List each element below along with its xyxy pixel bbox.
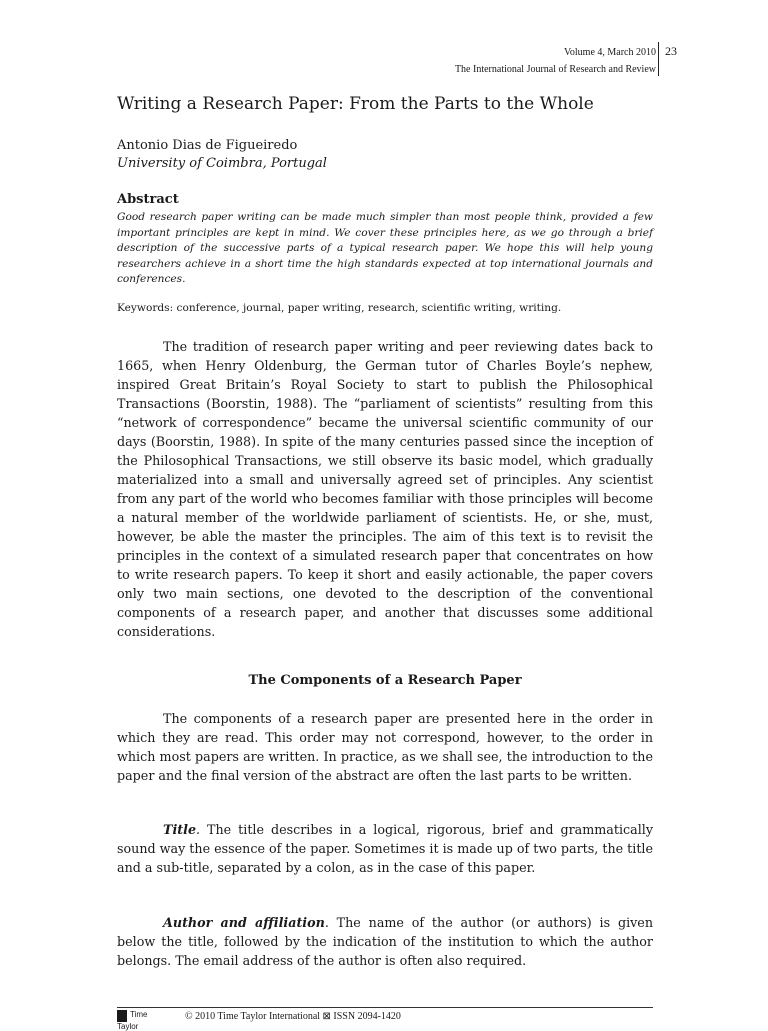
publisher-logo: [117, 1010, 167, 1031]
header-divider: [658, 42, 659, 76]
logo-text: Time Taylor: [117, 1010, 148, 1031]
volume-info: Volume 4, March 2010: [563, 47, 656, 58]
title-paragraph-text: . The title describes in a logical, rigorous, brief and grammatically sound way the essence of the paper. Sometimes it is made up of two parts, the title and a sub-title, separated by a colon, as in the case of this paper.: [117, 822, 653, 875]
author-lead: Author and affiliation: [163, 915, 325, 930]
author-name: Antonio Dias de Figueiredo: [117, 138, 298, 153]
components-paragraph: The components of a research paper are presented here in the order in which they are read. This order may not correspond, however, to the order in which most papers are written. In practice, as we shall see, the introduction to the paper and the final version of the abstract are often the last parts to be written.: [117, 711, 653, 783]
abstract-text: Good research paper writing can be made much simpler than most people think, provided a few important principles are kept in mind. We cover these principles here, as we go through a brief description of the successive parts of a typical research paper. We hope this will help young researchers achieve in a short time the high standards expected at top international journals and conferences.: [117, 211, 653, 286]
title-lead: Title: [163, 822, 197, 837]
intro-paragraph: The tradition of research paper writing and peer reviewing dates back to 1665, when Henry Oldenburg, the German tutor of Charles Boyle’s nephew, inspired Great Britain’s Royal Society to start to publish the Philosophical Transactions (Boorstin, 1988). The “parliament of scientists” resulting from this “network of correspondence” became the universal scientific community of our days (Boorstin, 1988). In spite of the many centuries passed since the inception of the Philosophical Transactions, we still observe its basic model, which gradually materialized into a small and universally agreed set of principles. Any scientist from any part of the world who becomes familiar with those principles will become a natural member of the worldwide parliament of scientists. He, or she, must, however, be able the master the principles. The aim of this text is to revisit the principles in the context of a simulated research paper that concentrates on how to write research papers. To keep it short and easily actionable, the paper covers only two main sections, one devoted to the description of the conventional components of a research paper, and another that discusses some additional considerations.: [117, 339, 653, 639]
footer-rule: [117, 1007, 653, 1008]
logo-mark-icon: [117, 1010, 127, 1022]
author-paragraph-text: . The name of the author (or authors) is given below the title, followed by the indication of the institution to which the author belongs. The email address of the author is often also required.: [117, 915, 653, 968]
paper-title: Writing a Research Paper: From the Parts to the Whole: [117, 94, 594, 114]
running-header: [455, 44, 656, 78]
copyright-line: © 2010 Time Taylor International ⊠ ISSN 2094-1420: [185, 1011, 401, 1022]
page-number: 23: [665, 44, 677, 58]
author-affiliation: University of Coimbra, Portugal: [117, 156, 327, 171]
section-heading: The Components of a Research Paper: [248, 673, 522, 688]
keywords: Keywords: conference, journal, paper writing, research, scientific writing, writing.: [117, 302, 562, 314]
title-paragraph: [117, 820, 653, 877]
author-paragraph: [117, 913, 653, 970]
journal-name: The International Journal of Research and Review: [454, 64, 656, 75]
abstract-heading: Abstract: [117, 192, 179, 207]
